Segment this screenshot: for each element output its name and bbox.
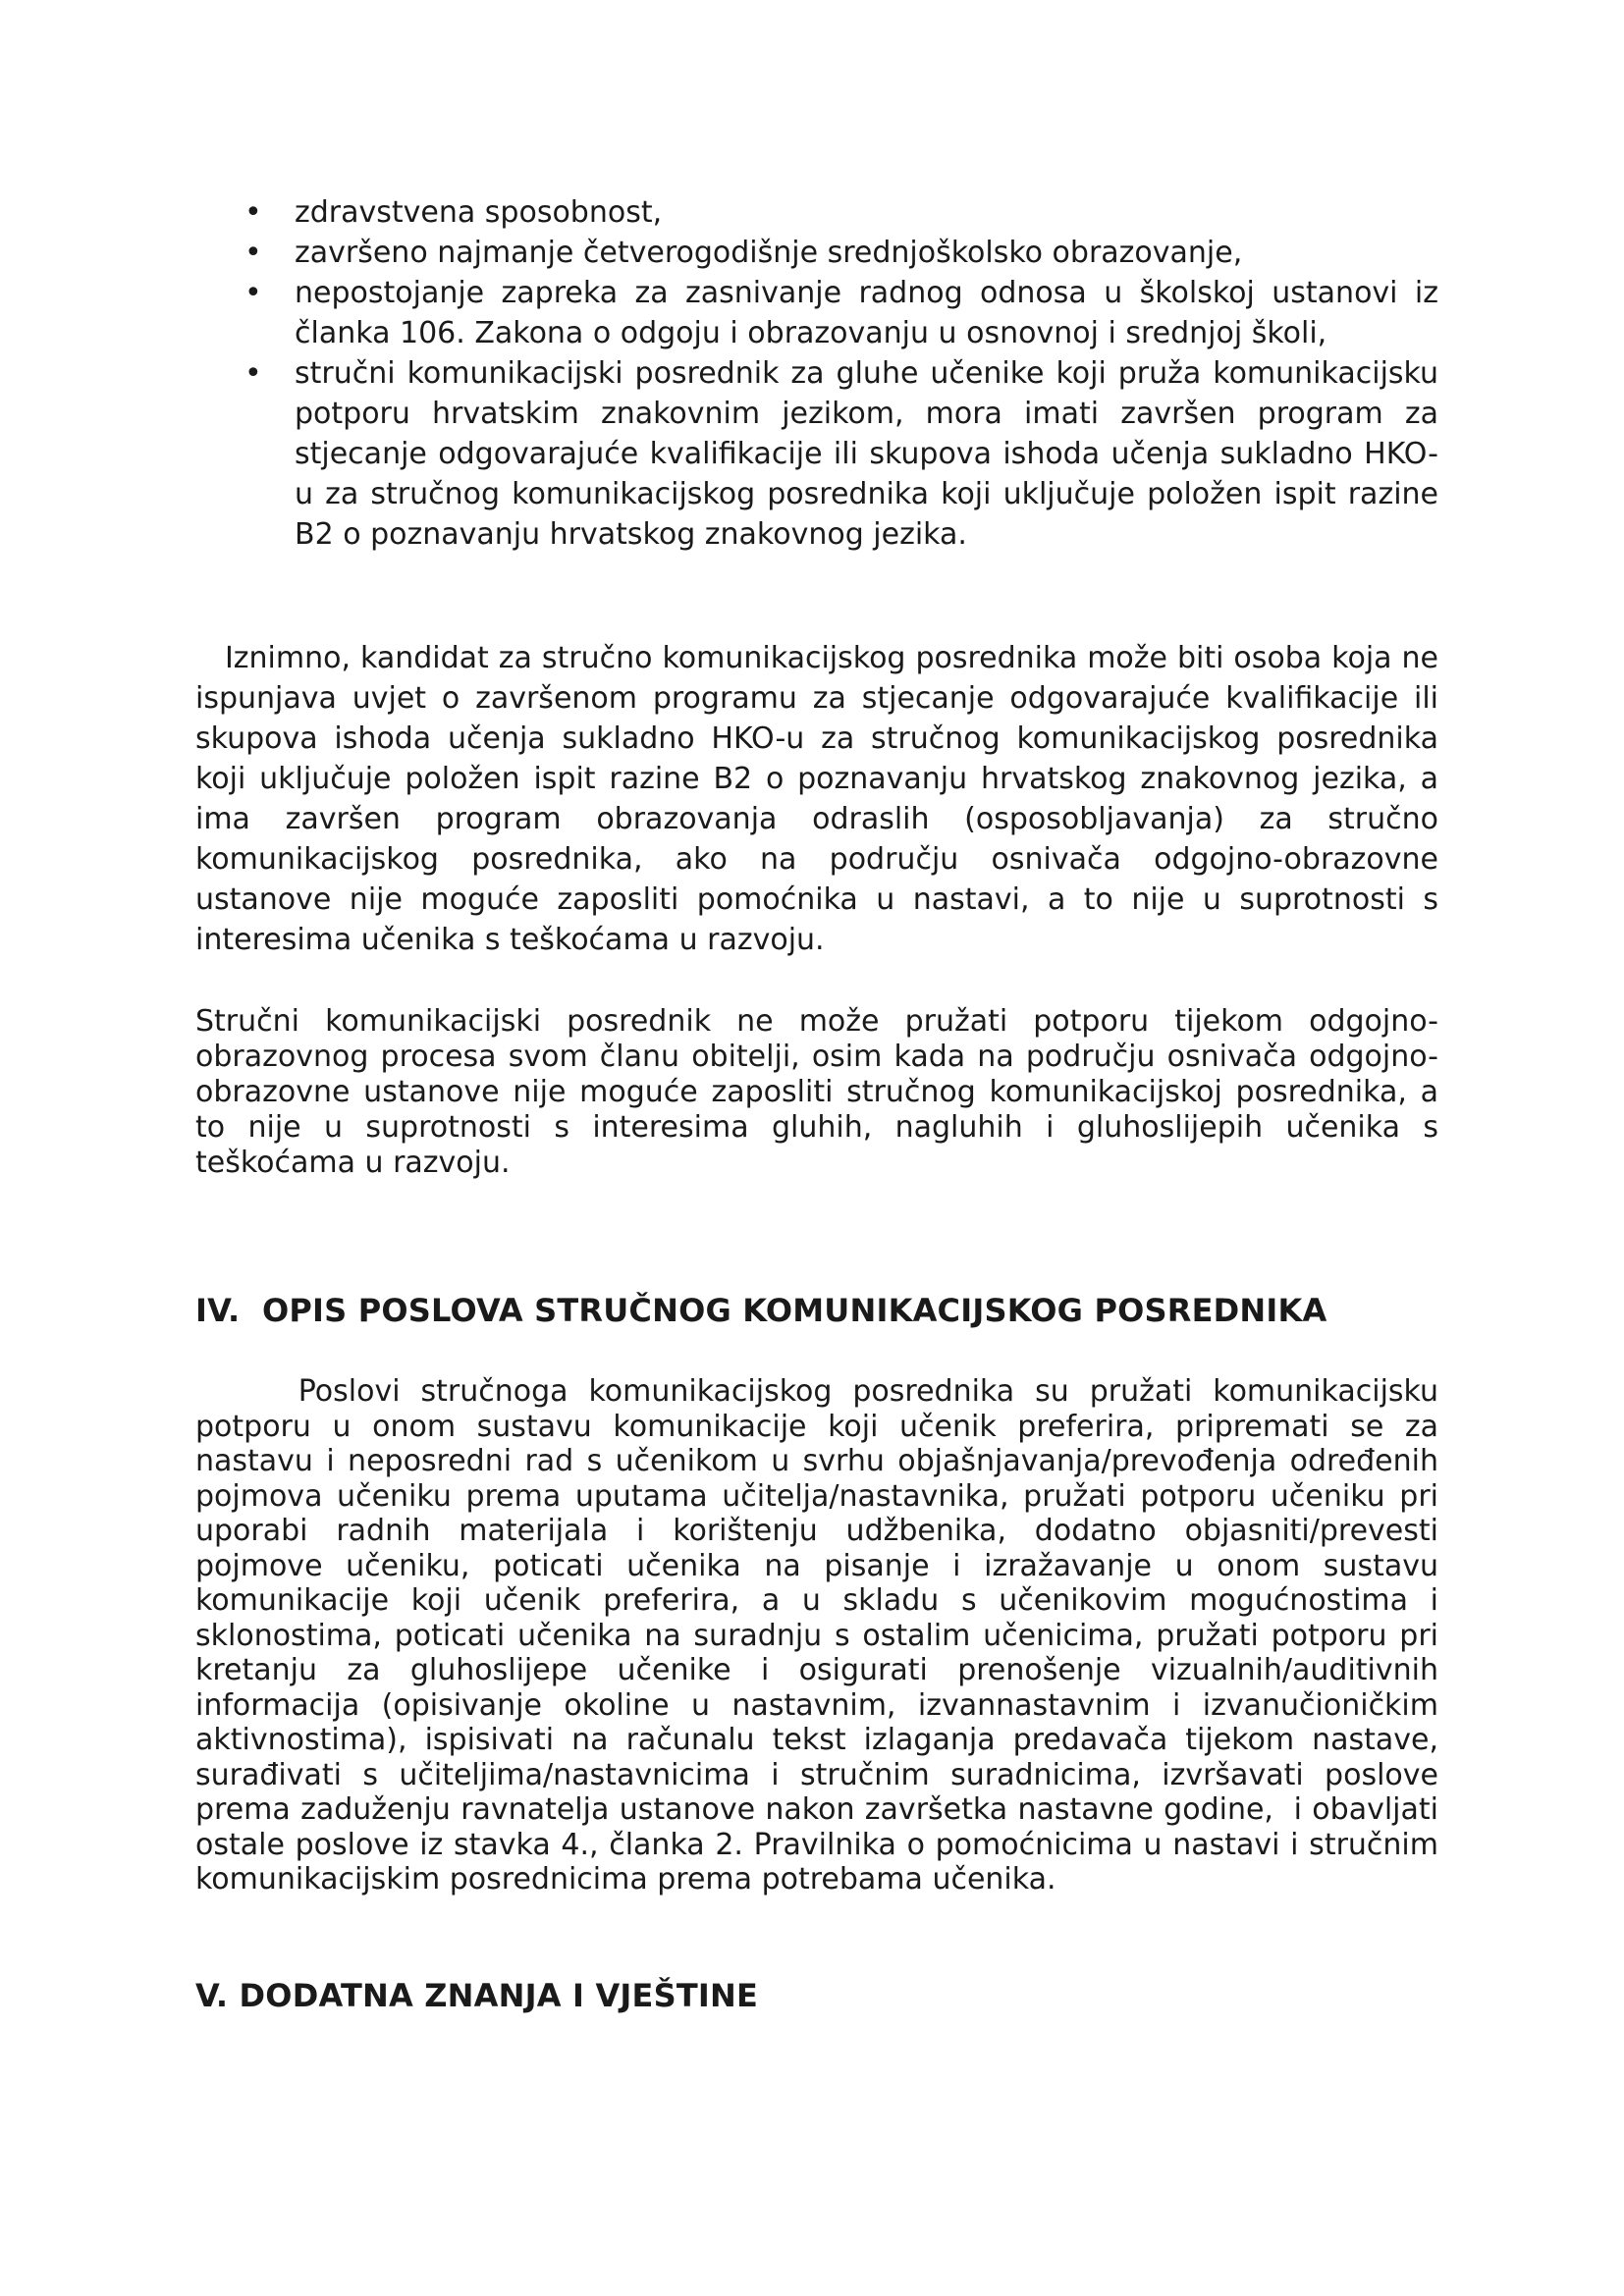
list-item (195, 233, 1438, 273)
bullet-icon: • (244, 195, 262, 230)
section-v-heading: V. DODATNA ZNANJA I VJEŠTINE (195, 1977, 759, 2014)
bullet-icon: • (244, 236, 262, 270)
list-item (195, 192, 1438, 233)
list-item-text: nepostojanje zapreka za zasnivanje radnog odnosa u školskoj ustanovi iz članka 106. Zakona o odgoju i obrazovanju u osnovnoj i srednjoj školi, (295, 276, 1438, 350)
list-item (195, 273, 1438, 353)
list-item-text: stručni komunikacijski posrednik za gluhe učenike koji pruža komunikacijsku potporu hrvatskim znakovnim jezikom, mora imati završen program za stjecanje odgovarajuće kvalifikacije ili skupova ishoda učenja sukladno HKO-u za stručnog komunikacijskog posrednika koji uključuje položen ispit razine B2 o poznavanju hrvatskog znakovnog jezika. (295, 356, 1438, 552)
list-item (195, 353, 1438, 555)
duties-paragraph: Poslovi stručnoga komunikacijskog posrednika su pružati komunikacijsku potporu u onom sustavu komunikacije koji učenik preferira, pripremati se za nastavu i neposredni rad s učenikom u svrhu objašnjavanja/prevođenja određenih pojmova učeniku prema uputama učitelja/nastavnika, pružati potporu učeniku pri uporabi radnih materijala i korištenju udžbenika, dodatno objasniti/prevesti pojmove učeniku, poticati učenika na pisanje i izražavanje u onom sustavu komunikacije koji učenik preferira, a u skladu s učenikovim mogućnostima i sklonostima, poticati učenika na suradnju s ostalim učenicima, pružati potporu pri kretanju za gluhoslijepe učenike i osigurati prenošenje vizualnih/auditivnih informacija (opisivanje okoline u nastavnim, izvannastavnim i izvanučioničkim aktivnostima), ispisivati na računalu tekst izlaganja predavača tijekom nastave, surađivati s učiteljima/nastavnicima i stručnim suradnicima, izvršavati poslove prema zaduženju ravnatelja ustanove nakon završetka nastavne godine, i obavljati ostale poslove iz stavka 4., članka 2. Pravilnika o pomoćnicima u nastavi i stručnim komunikacijskim posrednicima prema potrebama učenika. (195, 1374, 1448, 1896)
section-iv-heading: IV. OPIS POSLOVA STRUČNOG KOMUNIKACIJSKOG POSREDNIKA (195, 1292, 1327, 1329)
list-item-text: završeno najmanje četverogodišnje srednjoškolsko obrazovanje, (295, 236, 1243, 270)
exception-paragraph: Iznimno, kandidat za stručno komunikacijskog posrednika može biti osoba koja ne ispunjava uvjet o završenom programu za stjecanje odgovarajuće kvalifikacije ili skupova ishoda učenja sukladno HKO-u za stručnog komunikacijskog posrednika koji uključuje položen ispit razine B2 o poznavanju hrvatskog znakovnog jezika, a ima završen program obrazovanja odraslih (osposobljavanja) za stručno komunikacijskog posrednika, ako na području osnivača odgojno-obrazovne ustanove nije moguće zaposliti pomoćnika u nastavi, a to nije u suprotnosti s interesima učenika s teškoćama u razvoju. (195, 641, 1448, 957)
list-item-text: zdravstvena sposobnost, (295, 195, 663, 230)
bullet-icon: • (244, 356, 262, 391)
requirements-list (195, 192, 1438, 555)
family-restriction-paragraph: Stručni komunikacijski posrednik ne može pružati potporu tijekom odgojno-obrazovnog procesa svom članu obitelji, osim kada na području osnivača odgojno-obrazovne ustanove nije moguće zaposliti stručnog komunikacijskoj posrednika, a to nije u suprotnosti s interesima gluhih, nagluhih i gluhoslijepih učenika s teškoćama u razvoju. (195, 1004, 1438, 1180)
bullet-icon: • (244, 276, 262, 310)
